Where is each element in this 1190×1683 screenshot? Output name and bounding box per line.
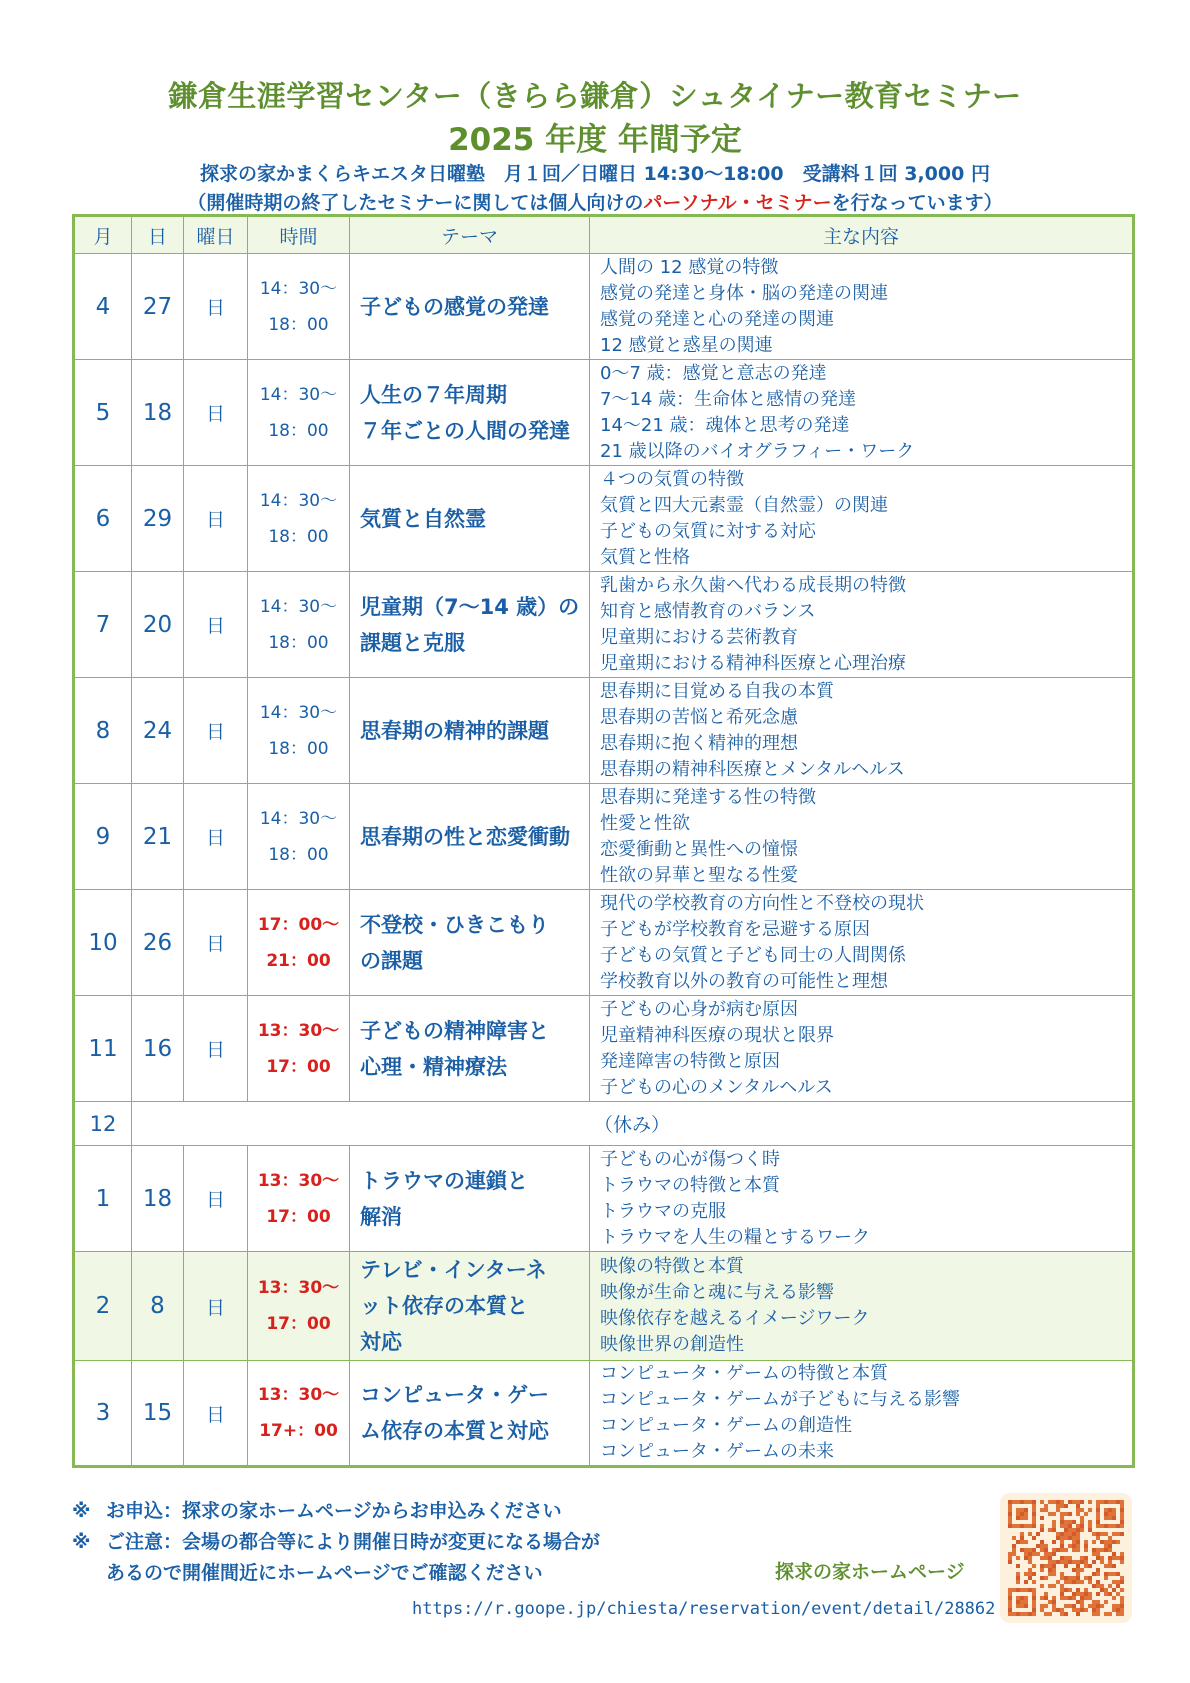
cell-day: 18: [132, 360, 184, 466]
content-line: コンピュータ・ゲームの未来: [600, 1441, 834, 1462]
cell-day: 16: [132, 996, 184, 1102]
header-theme: テーマ: [350, 216, 590, 254]
cell-month: 7: [74, 572, 132, 678]
content-line: 気質と四大元素霊（自然霊）の関連: [600, 494, 888, 516]
content-line: 性愛と性欲: [600, 812, 690, 834]
time-end: 18：00: [268, 738, 329, 759]
note-part-a: （開催時期の終了したセミナーに関しては個人向けの: [187, 192, 644, 214]
content-line: 子どもが学校教育を忌避する原因: [600, 918, 870, 940]
cell-weekday: 日: [184, 1252, 248, 1361]
cell-day: 26: [132, 890, 184, 996]
cell-content: [590, 254, 1134, 360]
theme-line: 児童期（7～14 歳）の: [360, 594, 580, 619]
content-line: 子どもの心のメンタルヘルス: [600, 1076, 833, 1098]
cell-theme: [350, 784, 590, 890]
cell-time: [248, 254, 350, 360]
content-line: 12 感覚と惑星の関連: [600, 334, 773, 356]
content-line: 子どもの心が傷つく時: [600, 1148, 780, 1170]
time-end: 17：00: [266, 1314, 331, 1334]
theme-line: トラウマの連鎖と: [360, 1168, 528, 1193]
header-weekday: 曜日: [184, 216, 248, 254]
cell-content: [590, 572, 1134, 678]
theme-line: ット依存の本質と: [360, 1294, 528, 1318]
content-line: 性欲の昇華と聖なる性愛: [600, 864, 798, 886]
cell-month: 8: [74, 678, 132, 784]
header-month: 月: [74, 216, 132, 254]
time-start: 14：30～: [259, 596, 338, 617]
time-start: 14：30～: [259, 808, 338, 829]
content-line: 思春期に目覚める自我の本質: [600, 680, 834, 702]
theme-line: 気質と自然霊: [360, 506, 486, 531]
content-line: コンピュータ・ゲームの創造性: [600, 1415, 852, 1436]
time-start: 13：30～: [257, 1278, 340, 1298]
schedule-table: [72, 214, 1135, 1468]
content-line: 思春期に発達する性の特徴: [600, 786, 816, 808]
content-line: 子どもの気質に対する対応: [600, 520, 816, 542]
cell-theme: [350, 1361, 590, 1467]
table-row: [74, 784, 1134, 890]
page-title: 鎌倉生涯学習センター（きらら鎌倉）シュタイナー教育セミナー: [168, 79, 1022, 113]
time-start: 14：30～: [259, 384, 338, 405]
cell-content: [590, 1146, 1134, 1252]
content-line: 子どもの心身が病む原因: [600, 998, 798, 1020]
cell-month: 10: [74, 890, 132, 996]
time-end: 18：00: [268, 632, 329, 653]
footer-notes: [72, 1496, 692, 1589]
cell-weekday: 日: [184, 996, 248, 1102]
time-start: 14：30～: [259, 490, 338, 511]
time-end: 18：00: [268, 420, 329, 441]
cell-month: 12: [74, 1102, 132, 1146]
content-line: 映像世界の創造性: [600, 1334, 744, 1355]
theme-line: 思春期の精神的課題: [360, 718, 549, 743]
cell-weekday: 日: [184, 1146, 248, 1252]
cell-weekday: 日: [184, 572, 248, 678]
content-line: 思春期の苦悩と希死念慮: [600, 706, 798, 728]
table-row: [74, 1146, 1134, 1252]
content-line: コンピュータ・ゲームの特徴と本質: [600, 1363, 888, 1384]
cell-time: [248, 784, 350, 890]
cell-time: [248, 1361, 350, 1467]
homepage-label: 探求の家ホームページ: [775, 1561, 965, 1583]
content-line: 現代の学校教育の方向性と不登校の現状: [600, 892, 924, 914]
table-header-row: [74, 216, 1134, 254]
content-line: 14～21 歳：魂体と思考の発達: [600, 414, 850, 436]
theme-line: 人生の７年周期: [360, 382, 507, 407]
reservation-url[interactable]: https://r.goope.jp/chiesta/reservation/event/detail/28862: [412, 1599, 996, 1619]
theme-line: 子どもの精神障害と: [360, 1018, 549, 1043]
table-row: [74, 1252, 1134, 1361]
cell-day: 15: [132, 1361, 184, 1467]
cell-month: 3: [74, 1361, 132, 1467]
theme-line: ム依存の本質と対応: [360, 1419, 549, 1443]
content-line: 子どもの気質と子ども同士の人間関係: [600, 944, 906, 966]
content-line: 恋愛衝動と異性への憧憬: [600, 838, 798, 860]
time-end: 17+：00: [259, 1421, 338, 1441]
table-row: [74, 466, 1134, 572]
content-line: 思春期の精神科医療とメンタルヘルス: [600, 758, 905, 780]
header-day: 日: [132, 216, 184, 254]
cell-month: 6: [74, 466, 132, 572]
cell-time: [248, 996, 350, 1102]
time-start: 13：30～: [257, 1170, 340, 1191]
cell-content: [590, 784, 1134, 890]
content-line: 0～7 歳：感覚と意志の発達: [600, 362, 827, 384]
content-line: ４つの気質の特徴: [600, 468, 744, 490]
content-line: 人間の 12 感覚の特徴: [600, 256, 779, 278]
cell-weekday: 日: [184, 784, 248, 890]
cell-weekday: 日: [184, 466, 248, 572]
content-line: 21 歳以降のバイオグラフィー・ワーク: [600, 440, 915, 462]
cell-day: 21: [132, 784, 184, 890]
cell-weekday: 日: [184, 678, 248, 784]
cell-theme: [350, 1146, 590, 1252]
cell-time: [248, 678, 350, 784]
cell-content: [590, 996, 1134, 1102]
note-mark: ※: [72, 1500, 91, 1522]
theme-line: 子どもの感覚の発達: [360, 294, 549, 319]
content-line: 7～14 歳：生命体と感情の発達: [600, 388, 857, 410]
time-end: 17：00: [266, 1056, 331, 1077]
personal-seminar-highlight: パーソナル・セミナー: [643, 192, 832, 214]
cell-time: [248, 890, 350, 996]
table-row: [74, 1361, 1134, 1467]
cell-weekday: 日: [184, 254, 248, 360]
content-line: 感覚の発達と身体・脳の発達の関連: [600, 282, 888, 304]
theme-line: 課題と克服: [360, 630, 465, 655]
cell-month: 9: [74, 784, 132, 890]
cell-theme: [350, 572, 590, 678]
schedule-table-wrap: [72, 214, 1132, 1468]
theme-line: の課題: [360, 948, 423, 973]
personal-seminar-note: [0, 188, 1190, 215]
content-line: トラウマの克服: [600, 1200, 726, 1222]
content-line: 乳歯から永久歯へ代わる成長期の特徴: [600, 574, 906, 596]
time-end: 18：00: [268, 526, 329, 547]
cell-day: 18: [132, 1146, 184, 1252]
content-line: 児童期における精神科医療と心理治療: [600, 652, 906, 674]
page-subtitle-year: 2025 年度 年間予定: [448, 122, 742, 158]
theme-line: 思春期の性と恋愛衝動: [360, 824, 570, 849]
time-start: 13：30～: [257, 1385, 340, 1405]
cell-time: [248, 466, 350, 572]
cell-weekday: 日: [184, 1361, 248, 1467]
cell-day: 8: [132, 1252, 184, 1361]
theme-line: ７年ごとの人間の発達: [360, 418, 570, 443]
cell-day: 29: [132, 466, 184, 572]
theme-line: 心理・精神療法: [360, 1054, 507, 1079]
content-line: 思春期に抱く精神的理想: [600, 732, 798, 754]
theme-line: コンピュータ・ゲー: [360, 1383, 549, 1407]
qr-code-icon[interactable]: [1008, 1500, 1124, 1616]
note-apply-text: お申込：探求の家ホームページからお申込みください: [106, 1500, 562, 1522]
cell-time: [248, 360, 350, 466]
table-row: [74, 572, 1134, 678]
content-line: 映像依存を越えるイメージワーク: [600, 1308, 870, 1329]
time-start: 13：30～: [257, 1020, 340, 1041]
table-row: [74, 254, 1134, 360]
note-apply: [72, 1496, 692, 1527]
rest-label: （休み）: [132, 1102, 1134, 1146]
theme-line: 対応: [360, 1330, 402, 1354]
table-row: [74, 890, 1134, 996]
cell-content: [590, 466, 1134, 572]
time-end: 21：00: [266, 950, 331, 971]
theme-line: 不登校・ひきこもり: [360, 912, 549, 937]
table-row: [74, 996, 1134, 1102]
content-line: 感覚の発達と心の発達の関連: [600, 308, 834, 330]
cell-day: 20: [132, 572, 184, 678]
cell-content: [590, 890, 1134, 996]
content-line: トラウマの特徴と本質: [600, 1174, 780, 1196]
table-row: [74, 360, 1134, 466]
cell-day: 27: [132, 254, 184, 360]
note-caution-text: ご注意：会場の都合等により開催日時が変更になる場合が: [106, 1531, 601, 1553]
cell-time: [248, 572, 350, 678]
content-line: トラウマを人生の糧とするワーク: [600, 1226, 870, 1248]
note-caution: [72, 1527, 692, 1558]
time-end: 17：00: [266, 1206, 331, 1227]
time-start: 17：00～: [257, 914, 340, 935]
cell-theme: [350, 466, 590, 572]
cell-content: [590, 1252, 1134, 1361]
cell-weekday: 日: [184, 360, 248, 466]
cell-time: [248, 1146, 350, 1252]
note-caution-cont: あるので開催間近にホームページでご確認ください: [106, 1562, 543, 1584]
cell-content: [590, 678, 1134, 784]
content-line: 気質と性格: [600, 546, 690, 568]
cell-month: 4: [74, 254, 132, 360]
cell-month: 1: [74, 1146, 132, 1252]
cell-time: [248, 1252, 350, 1361]
table-row: [74, 678, 1134, 784]
cell-month: 2: [74, 1252, 132, 1361]
content-line: 発達障害の特徴と原因: [600, 1050, 780, 1072]
cell-weekday: 日: [184, 890, 248, 996]
content-line: 映像が生命と魂に与える影響: [600, 1282, 834, 1303]
cell-theme: [350, 360, 590, 466]
content-line: 児童精神科医療の現状と限界: [600, 1024, 834, 1046]
cell-day: 24: [132, 678, 184, 784]
note-part-b: を行なっています）: [831, 192, 1003, 214]
content-line: 映像の特徴と本質: [600, 1256, 744, 1277]
content-line: コンピュータ・ゲームが子どもに与える影響: [600, 1389, 960, 1410]
cell-theme: [350, 254, 590, 360]
time-start: 14：30～: [259, 278, 338, 299]
cell-content: [590, 1361, 1134, 1467]
theme-line: 解消: [360, 1204, 402, 1229]
time-end: 18：00: [268, 844, 329, 865]
time-end: 18：00: [268, 314, 329, 335]
cell-content: [590, 360, 1134, 466]
cell-theme: [350, 890, 590, 996]
content-line: 学校教育以外の教育の可能性と理想: [600, 970, 888, 992]
cell-month: 5: [74, 360, 132, 466]
note-mark: ※: [72, 1531, 91, 1553]
time-start: 14：30～: [259, 702, 338, 723]
cell-theme: [350, 1252, 590, 1361]
content-line: 児童期における芸術教育: [600, 626, 798, 648]
schedule-summary: 探求の家かまくらキエスタ日曜塾 月１回／日曜日 14:30～18:00 受講料１回 3,000 円: [200, 163, 990, 185]
table-row-rest: [74, 1102, 1134, 1146]
header-time: 時間: [248, 216, 350, 254]
cell-month: 11: [74, 996, 132, 1102]
theme-line: テレビ・インターネ: [360, 1258, 547, 1282]
cell-theme: [350, 678, 590, 784]
cell-theme: [350, 996, 590, 1102]
header-content: 主な内容: [590, 216, 1134, 254]
content-line: 知育と感情教育のバランス: [600, 600, 816, 622]
